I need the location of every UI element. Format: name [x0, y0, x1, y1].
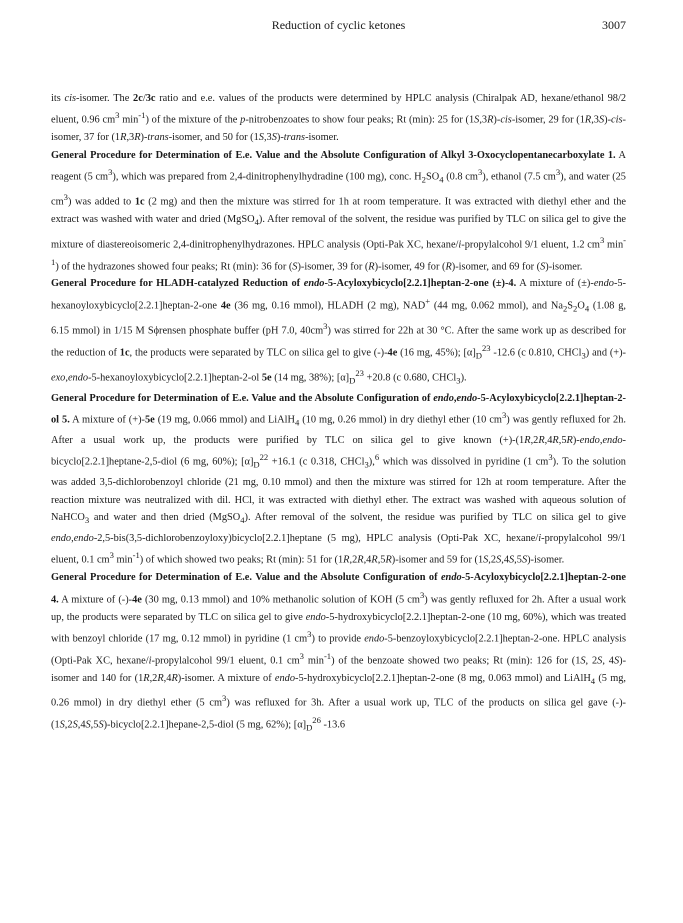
running-title: Reduction of cyclic ketones	[271, 18, 406, 32]
paragraph-cis-isomer-hplc: its cis-isomer. The 2c/3c ratio and e.e. values of the products were determined by HPLC analysis (Chiralpak AD, hexane/ethanol 98/2 eluent, 0.96 $cm^3$ $\min^{-1}$) of the mixture of the p-nitrobenzoates to show four peaks; Rt (min): 25 for (1S,3R)-cis-isomer, 29 for (1R,3S)-cis-isomer, 37 for (1R,3R)-trans-isomer, and 50 for (1S,3S)-trans-isomer.	[51, 93, 626, 144]
paragraph-procedure-heptan-2-one: General Procedure for Determination of E.e. Value and the Absolute Configuration of endo-5-Acyloxybicyclo[2.2.1]heptan-2-one 4. A mixture of (-)-4e (30 mg, 0.13 mmol) and 10% methanolic solution of KOH (5 $cm^3$) was gently refluxed for 2h. After a usual work up, the products were separated by TLC on silica gel to give endo-5-hydroxybicyclo[2.2.1]heptan-2-one (10 mg, 60%), which was treated with benzoyl chloride (17 mg, 0.12 mmol) in pyridine (1 $cm^3$) to provide endo-5-benzoyloxybicyclo[2.2.1]heptan-2-one. HPLC analysis (Opti-Pak XC, hexane/i-propylalcohol 99/1 eluent, 0.1 $cm^3$ $\min^{-1}$) of the benzoate showed two peaks; Rt (min): 126 for (1S, 2S, 4S)-isomer and 140 for (1R,2R,4R)-isomer. A mixture of endo-5-hydroxybicyclo[2.2.1]heptan-2-one (8 mg, 0.063 mmol) and LiAlH$_4$ (5 mg, 0.26 mmol) in dry diethyl ether (5 $cm^3$) was refluxed for 3h. After a usual work up, TLC of the products on silica gel gave (-)-(1S,2S,4S,5S)-bicyclo[2.2.1]hepane-2,5-diol (5 mg, 62%); $[\alpha]_D^{26}$ -13.6	[51, 572, 627, 733]
paragraph-procedure-heptan-2-ol: General Procedure for Determination of E.e. Value and the Absolute Configuration of endo,endo-5-Acyloxybicyclo[2.2.1]heptan-2-ol 5. A mixture of (+)-5e (19 mg, 0.066 mmol) and LiAlH$_4$ (10 mg, 0.26 mmol) in dry diethyl ether (10 $cm^3$) was gently refluxed for 2h. After a usual work up, the products were purified by TLC on silica gel to give known (+)-(1R,2R,4R,5R)-endo,endo-bicyclo[2.2.1]heptane-2,5-diol (6 mg, 60%); $[\alpha]_D^{22} +16.1$ (c 0.318, CHCl$_3$),$^6$ which was dissolved in pyridine (1 $cm^3$). To the solution was added 3,5-dichlorobenzoyl chloride (21 mg, 0.10 mmol) and then the mixture was stirred for 12h at room temperature. After the reaction mixture was neutralized with dil. HCl, it was extracted with diethyl ether. The extract was washed with aqueous solution of NaHCO$_3$ and water and then dried (MgSO$_4$). After removal of the solvent, the residue was purified by TLC on silica gel to give endo,endo-2,5-bis(3,5-dichlorobenzoyloxy)bicyclo[2.2.1]heptane (5 mg), HPLC analysis (Opti-Pak XC, hexane/i-propylalcohol 99/1 eluent, 0.1 $cm^3$ $\min^{-1}$) of which showed two peaks; Rt (min): 51 for (1R,2R,4R,5R)-isomer and 59 for (1S,2S,4S,5S)-isomer.	[51, 392, 626, 566]
body-text	[51, 90, 626, 737]
paragraph-procedure-hladh-reduction: General Procedure for HLADH-catalyzed Reduction of endo-5-Acyloxybicyclo[2.2.1]heptan-2-one (±)-4. A mixture of (±)-endo-5-hexanoyloxybicyclo[2.2.1]heptan-2-one 4e (36 mg, 0.16 mmol), HLADH (2 mg), NAD+ (44 mg, 0.062 mmol), and $Na_2S_2O_4$ (1.08 g, 6.15 mmol) in 1/15 M Sϕrensen phosphate buffer (pH 7.0, $40cm^3$) was stirred for 22h at 30 °C. After the same work up as described for the reduction of 1c, the products were separated by TLC on silica gel to give (-)-4e (16 mg, 45%); $[\alpha]_D^{23}$ -12.6 (c 0.810, CHCl$_3$) and (+)-exo,endo-5-hexanoyloxybicyclo[2.2.1]heptan-2-ol 5e (14 mg, 38%); $[\alpha]_D^{23} +20.8$ (c 0.680, CHCl$_3$).	[51, 278, 627, 386]
page-number: 3007	[602, 18, 626, 32]
paragraph-procedure-alkyl-oxocyclopentanecarboxylate: General Procedure for Determination of E.e. Value and the Absolute Configuration of Alkyl 3-Oxocyclopentanecarboxylate 1. A reagent (5 $cm^3$), which was prepared from 2,4-dinitrophenylhydradine (100 mg), conc. $H_2SO_4$ (0.8 $cm^3$), ethanol (7.5 $cm^3$), and water (25 $cm^3$) was added to 1c (2 mg) and then the mixture was stirred for 1h at room temperature. It was extracted with diethyl ether and the extract was washed with water and dried (MgSO$_4$). After removal of the solvent, the residue was purified by TLC on silica gel to give the mixture of diastereoisomeric 2,4-dinitrophenylhydrazones. HPLC analysis (Opti-Pak XC, hexane/i-propylalcohol 9/1 eluent, 1.2 $cm^3$ $\min^{-1}$) of the hydrazones showed four peaks; Rt (min): 36 for (S)-isomer, 39 for (R)-isomer, 49 for (R)-isomer, and 69 for (S)-isomer.	[51, 149, 626, 272]
journal-page	[51, 14, 626, 737]
page-header	[51, 14, 626, 36]
